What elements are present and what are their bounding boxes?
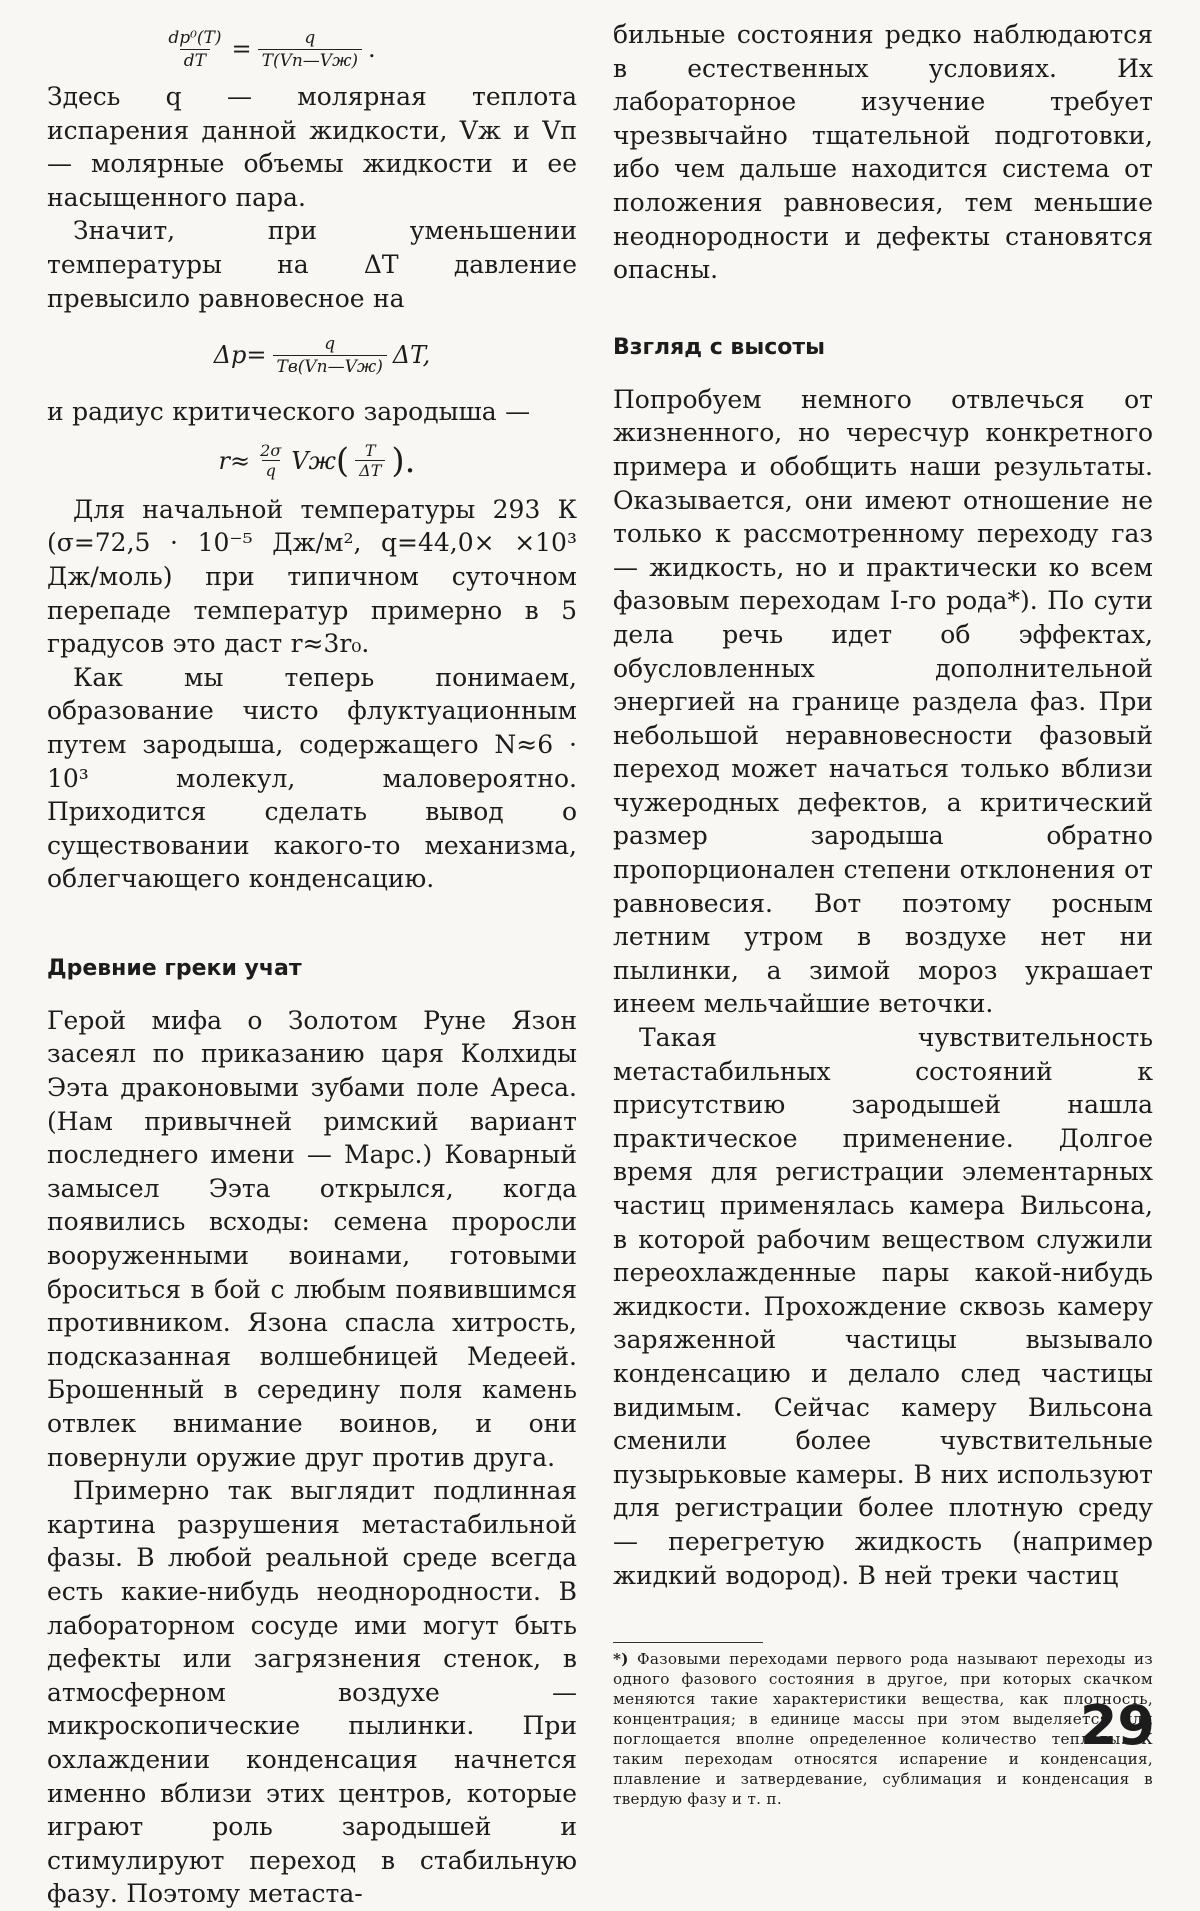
fraction-rhs [258, 27, 362, 72]
formula-numerator: q [324, 333, 336, 354]
fraction [256, 441, 285, 480]
formula-denominator: ΔT [355, 460, 385, 480]
formula-lhs-denominator: dT [180, 49, 210, 72]
formula-radius [57, 431, 577, 491]
formula-volume: Vж [291, 446, 336, 475]
paragraph: и радиус критического зародыша — [47, 397, 531, 427]
formula-tail: ΔT, [392, 341, 431, 370]
left-column [47, 18, 577, 1911]
formula-lhs-numerator: dp⁰(T) [168, 27, 222, 48]
footnote-divider [613, 1642, 763, 1643]
section-heading: Древние греки учат [47, 955, 302, 981]
formula-numerator: 2σ [260, 441, 282, 461]
footnote-text: Фазовыми переходами первого рода называют переходы из одного фазового состояния в другое, при которых скачком меняются такие характеристики вещества, как плотность, концентрация; в единице массы при этом выделяется или поглощается вполне определенное количество теплоты. К таким переходам относятся испарение и конденсация, плавление и затвердевание, сублимация и конденсация в твердую фазу и т. п. [613, 1650, 1153, 1809]
paragraph: Попробуем немного отвлечься от жизненного, но чересчур конкретного примера и обобщить наши результаты. Оказывается, они имеют отношение не только к рассмотренному переходу газ — жидкость, но и практически ко всем фазовым переходам I-го рода*). По сути дела речь идет об эффектах, обусловленных дополнительной энергией на границе раздела фаз. При небольшой неравновесности фазовый переход может начаться только вблизи чужеродных дефектов, а критический размер зародыша обратно пропорционален степени отклонения от равновесия. Вот поэтому росным летним утром в воздухе нет ни пылинки, а зимой мороз украшает инеем мельчайшие веточки. [613, 384, 1153, 1019]
page-number: 29 [1079, 1694, 1155, 1757]
right-column [613, 18, 1153, 1809]
formula-pressure [67, 317, 577, 393]
footnote [613, 1649, 1153, 1809]
fraction-lhs [164, 27, 225, 72]
formula-denominator: Tв(Vп—Vж) [273, 355, 387, 378]
paragraph: Такая чувствительность метастабильных состояний к присутствию зародышей нашла практическое применение. Долгое время для регистрации элементарных частиц применялась камера Вильсона, в которой рабочим веществом служили переохлажденные пары какой-нибудь жидкости. Прохождение сквозь камеру заряженной частицы вызывало конденсацию и делало след частицы видимым. Сейчас камеру Вильсона сменили более чувствительные пузырьковые камеры. В них используют для регистрации более плотную среду — перегретую жидкость (например жидкий водород). В ней треки частиц [613, 1023, 1153, 1590]
paragraph: Для начальной температуры 293 К (σ=72,5 · 10⁻⁵ Дж/м², q=44,0× ×10³ Дж/моль) при типичном суточном перепаде температур примерно в 5 градусов это даст r≈3r₀. [47, 494, 577, 659]
section-heading: Взгляд с высоты [613, 334, 826, 360]
fraction [355, 441, 385, 480]
formula-tail: . [368, 35, 376, 63]
paragraph: Значит, при уменьшении температуры на ΔT давление превысило равновесное на [47, 216, 577, 313]
formula-equals: = [231, 35, 252, 63]
formula-rhs-numerator: q [304, 27, 316, 48]
formula-tail: ). [391, 440, 416, 481]
paragraph: Герой мифа о Золотом Руне Язон засеял по приказанию царя Колхиды Ээта драконовыми зубами поле Ареса. (Нам привычней римский вариант последнего имени — Марс.) Коварный замысел Ээта открылся, когда появились всходы: семена проросли вооруженными воинами, готовыми броситься в бой с любым появившимся противником. Язона спасла хитрость, подсказанная волшебницей Медеей. Брошенный в середину поля камень отвлек внимание воинов, и они повернули оружие друг против друга. [47, 1005, 577, 1472]
formula-clapeyron [0, 20, 577, 78]
formula-lhs: Δp= [213, 341, 267, 370]
formula-lhs: r≈ [218, 446, 251, 475]
formula-rhs-denominator: T(Vп—Vж) [258, 49, 362, 72]
paragraph: Здесь q — молярная теплота испарения данной жидкости, Vж и Vп — молярные объемы жидкости и ее насыщенного пара. [47, 82, 577, 212]
open-paren: ( [335, 440, 350, 481]
paragraph: Примерно так выглядит подлинная картина разрушения метастабильной фазы. В любой реальной среде всегда есть какие-нибудь неоднородности. В лабораторном сосуде ими могут быть дефекты или загрязнения стенок, в атмосферном воздухе — микроскопические пылинки. При охлаждении конденсация начнется именно вблизи этих центров, которые играют роль зародышей и стимулируют переход в стабильную фазу. Поэтому метаста- [47, 1476, 577, 1909]
paragraph: Как мы теперь понимаем, образование чисто флуктуационным путем зародыша, содержащего N≈6 · 10³ молекул, маловероятно. Приходится сделать вывод о существовании какого-то механизма, облегчающего конденсацию. [47, 662, 577, 894]
formula-denominator: q [262, 460, 280, 480]
paragraph: бильные состояния редко наблюдаются в естественных условиях. Их лабораторное изучение требует чрезвычайно тщательной подготовки, ибо чем дальше находится система от положения равновесия, тем меньшие неоднородности и дефекты становятся опасны. [613, 20, 1153, 285]
fraction [273, 333, 387, 378]
footnote-mark: *) [613, 1650, 629, 1669]
formula-numerator: T [364, 441, 376, 461]
